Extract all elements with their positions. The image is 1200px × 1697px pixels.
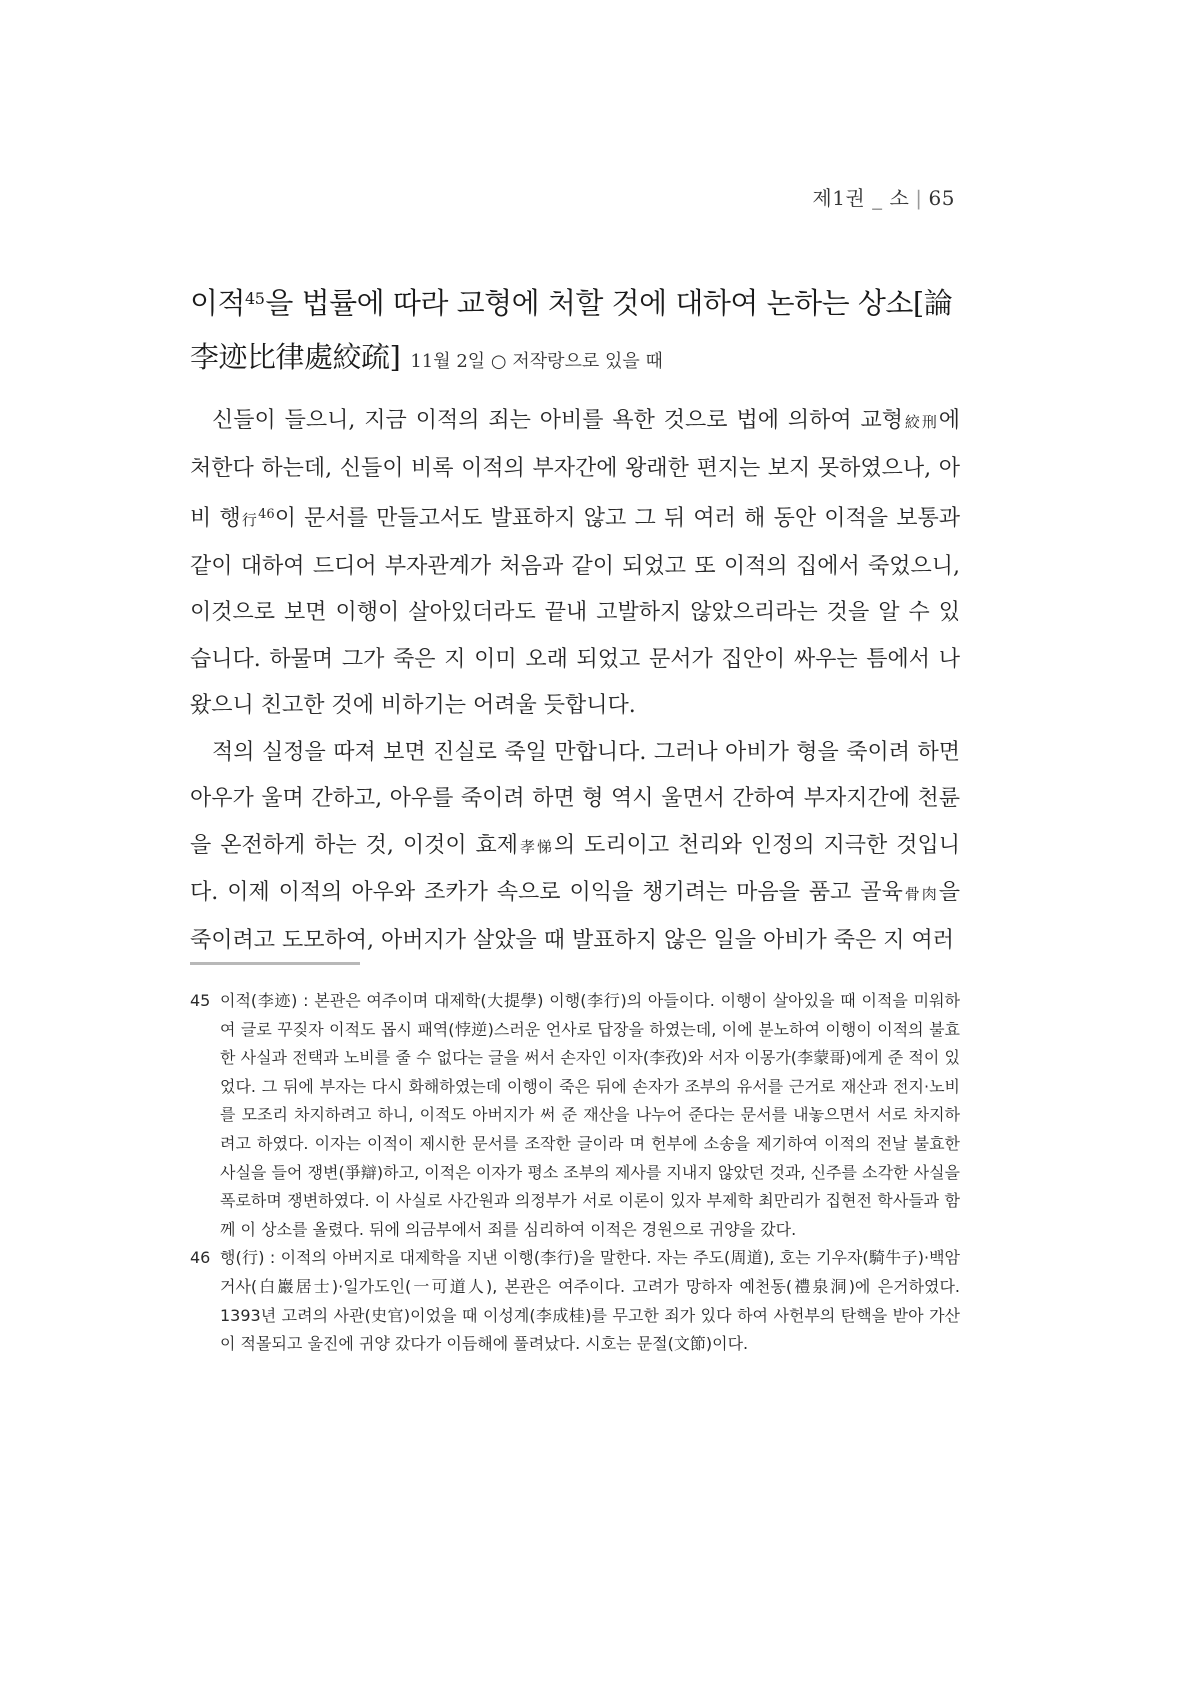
hanja-gloss: 骨肉 — [902, 885, 939, 903]
footnotes — [190, 987, 960, 1359]
footnote-number: 46 — [190, 1248, 211, 1268]
footnote-text: 행(行) : 이적의 아버지로 대제학을 지낸 이행(李行)을 말한다. 자는 주도(周道), 호는 기우자(騎牛子)·백암거사(白巖居士)·일가도인(一可道人), 본관은 여주이다. 고려가 망하자 예천동(禮泉洞)에 은거하였다. 1393년 고려의 사관(史官)이었을 때 이성계(李成桂)를 무고한 죄가 있다 하여 사헌부의 탄핵을 받아 가산이 적몰되고 울진에 귀양 갔다가 이듬해에 풀려났다. 시호는 문절(文節)이다. — [220, 1248, 960, 1354]
text-run: 신들이 들으니, 지금 이적의 죄는 아비를 욕한 것으로 법에 의하여 교형 — [212, 408, 904, 433]
volume-section: 제1권 _ 소 — [812, 186, 910, 210]
text-run: 에 처한다 하는데, 신들이 비록 이적의 부자간에 왕래한 편지는 보지 못하였으나, 아비 행 — [190, 408, 960, 531]
footnote-divider — [190, 962, 360, 965]
hanja-gloss: 絞刑 — [903, 413, 939, 431]
text-run: 의 도리이고 천리와 인정의 지극한 것입니다. 이제 이적의 아우와 조카가 속으로 이익을 챙기려는 마음을 품고 골육 — [190, 832, 960, 905]
footnote-ref-45[interactable]: 45 — [245, 289, 265, 308]
paragraph — [190, 398, 960, 730]
text-run: 이 문서를 만들고서도 발표하지 않고 그 뒤 여러 해 동안 이적을 보통과 같이 대하여 드디어 부자관계가 처음과 같이 되었고 또 이적의 집에서 죽었으니, 이것으로 보면 이행이 살아있더라도 끝내 고발하지 않았으리라는 것을 알 수 있습니다. 하물며 그가 죽은 지 이미 오래 되었고 문서가 집안이 싸우는 틈에서 나왔으니 친고한 것에 비하기는 어려울 듯합니다. — [190, 506, 961, 718]
footnote-45 — [190, 987, 960, 1244]
footnote-ref-46[interactable]: 46 — [258, 507, 275, 522]
section-title — [190, 272, 960, 389]
hanja-gloss: 行 — [240, 511, 259, 529]
page-number: 65 — [928, 186, 955, 210]
body-text — [190, 398, 960, 964]
title-text-start: 이적 — [190, 286, 246, 320]
text-run: 을 죽이려고 도모하여, 아버지가 살았을 때 발표하지 않은 일을 아비가 죽은 지 여러 — [190, 880, 960, 953]
footnote-text: 이적(李迹) : 본관은 여주이며 대제학(大提學) 이행(李行)의 아들이다. 이행이 살아있을 때 이적을 미워하여 글로 꾸짖자 이적도 몹시 패역(悖逆)스러운 언사로 답장을 하였는데, 이에 분노하여 이행이 이적의 불효한 사실과 전택과 노비를 줄 수 없다는 글을 써서 손자인 이자(李孜)와 서자 이몽가(李蒙哥)에게 준 적이 있었다. 그 뒤에 부자는 다시 화해하였는데 이행이 죽은 뒤에 손자가 조부의 유서를 근거로 재산과 전지·노비를 모조리 차지하려고 하니, 이적도 아버지가 써 준 재산을 나누어 준다는 문서를 내놓으면서 서로 차지하려고 하였다. 이자는 이적이 제시한 문서를 조작한 글이라 며 헌부에 소송을 제기하여 이적의 전날 불효한 사실을 들어 쟁변(爭辯)하고, 이적은 이자가 평소 조부의 제사를 지내지 않았던 것과, 신주를 소각한 사실을 폭로하며 쟁변하였다. 이 사실로 사간원과 의정부가 서로 이론이 있자 부제학 최만리가 집현전 학사들과 함께 이 상소를 올렸다. 뒤에 의금부에서 죄를 심리하여 이적은 경원으로 귀양을 갔다. — [220, 991, 960, 1239]
paragraph — [190, 730, 960, 965]
footnote-number: 45 — [190, 991, 211, 1010]
title-date-note: 11월 2일 ○ 저작랑으로 있을 때 — [410, 351, 663, 372]
footnote-46 — [190, 1244, 960, 1358]
text-run: 적의 실정을 따져 보면 진실로 죽일 만합니다. 그러나 아비가 형을 죽이려 하면 아우가 울며 간하고, 아우를 죽이려 하면 형 역시 울면서 간하여 부자지간에 천륜을 온전하게 하는 것, 이것이 효제 — [190, 739, 960, 858]
title-text-rest: 을 법률에 따라 교형에 처할 것에 대하여 논하는 상소[論李迹比律處絞疏] — [190, 286, 953, 374]
hanja-gloss: 孝悌 — [518, 837, 554, 856]
header-divider: | — [915, 186, 923, 210]
running-head — [812, 182, 955, 211]
page-title — [190, 272, 960, 389]
